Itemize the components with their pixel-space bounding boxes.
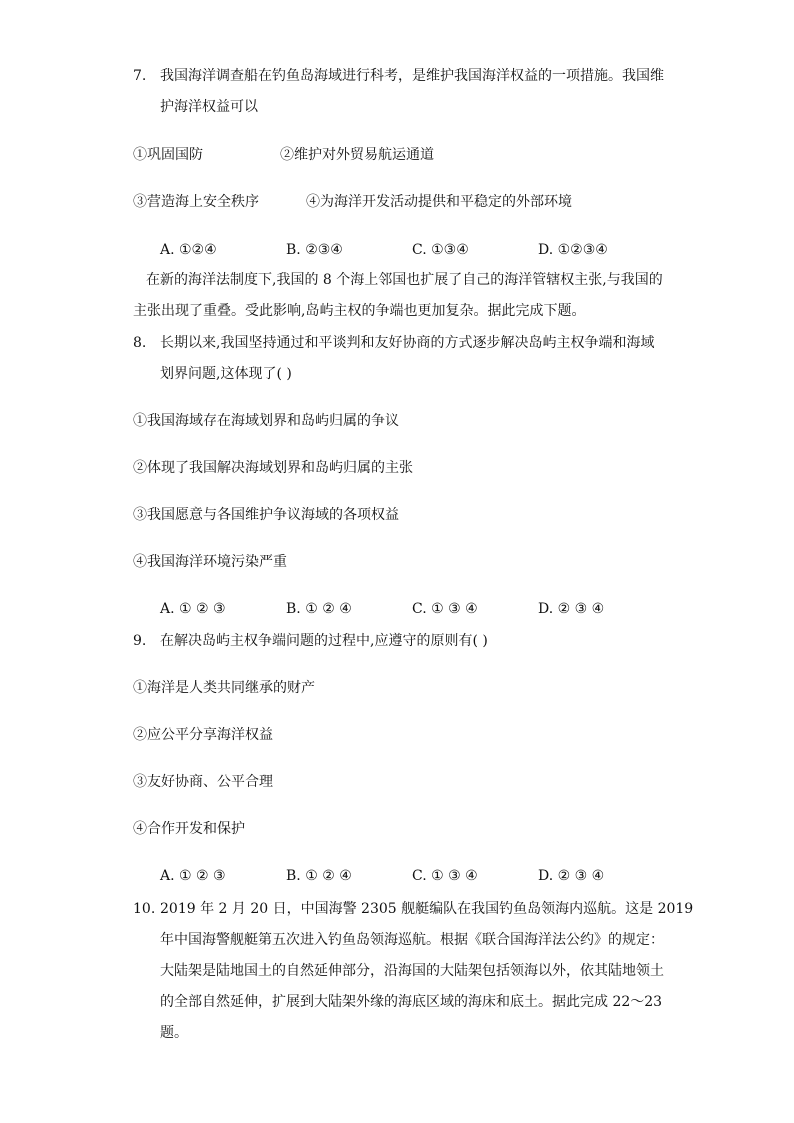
- q8-option-c: C. ① ③ ④: [412, 601, 478, 617]
- q8-option-d: D. ② ③ ④: [538, 601, 605, 617]
- q8-item-4: ④我国海洋环境污染严重: [133, 554, 287, 570]
- passage-line1: 在新的海洋法制度下,我国的 8 个海上邻国也扩展了自己的海洋管辖权主张,与我国的: [146, 272, 663, 288]
- q10-stem-line5: 题。: [160, 1025, 188, 1041]
- q8-item-1: ①我国海域存在海域划界和岛屿归属的争议: [133, 413, 399, 429]
- q7-stem-line2: 护海洋权益可以: [160, 99, 258, 115]
- q8-item-2: ②体现了我国解决海域划界和岛屿归属的主张: [133, 460, 413, 476]
- q7-number: 7.: [133, 68, 147, 84]
- q7-stem-line1: 我国海洋调查船在钓鱼岛海域进行科考，是维护我国海洋权益的一项措施。我国维: [160, 68, 664, 84]
- q8-stem-line2: 划界问题,这体现了( ): [160, 366, 292, 382]
- q9-item-4: ④合作开发和保护: [133, 821, 245, 837]
- q9-number: 9.: [133, 633, 147, 649]
- q9-item-1: ①海洋是人类共同继承的财产: [133, 680, 315, 696]
- q9-item-2: ②应公平分享海洋权益: [133, 727, 273, 743]
- q7-option-d: D. ①②③④: [538, 242, 608, 258]
- q7-item-2: ②维护对外贸易航运通道: [280, 147, 434, 163]
- q10-number: 10.: [133, 901, 156, 917]
- q8-option-b: B. ① ② ④: [286, 601, 352, 617]
- q7-option-a: A. ①②④: [160, 242, 217, 258]
- q10-stem-line2: 年中国海警舰艇第五次进入钓鱼岛领海巡航。根据《联合国海洋法公约》的规定：: [160, 932, 664, 948]
- q7-option-c: C. ①③④: [412, 242, 469, 258]
- q10-stem-line1: 2019 年 2 月 20 日，中国海警 2305 舰艇编队在我国钓鱼岛领海内巡航。这是 2019: [160, 901, 694, 917]
- q7-item-4: ④为海洋开发活动提供和平稳定的外部环境: [306, 194, 572, 210]
- q10-stem-line4: 的全部自然延伸，扩展到大陆架外缘的海底区域的海床和底土。据此完成 22～23: [160, 994, 663, 1010]
- q7-option-b: B. ②③④: [286, 242, 343, 258]
- q7-options: [160, 240, 680, 260]
- q9-options: [160, 866, 680, 886]
- q9-stem-line1: 在解决岛屿主权争端问题的过程中,应遵守的原则有( ): [160, 633, 488, 649]
- q10-stem-line3: 大陆架是陆地国土的自然延伸部分，沿海国的大陆架包括领海以外，依其陆地领土: [160, 963, 664, 979]
- q9-option-a: A. ① ② ③: [160, 868, 226, 884]
- q8-options: [160, 599, 680, 619]
- q8-option-a: A. ① ② ③: [160, 601, 226, 617]
- q9-option-c: C. ① ③ ④: [412, 868, 478, 884]
- q9-item-3: ③友好协商、公平合理: [133, 774, 273, 790]
- passage-line2: 主张出现了重叠。受此影响,岛屿主权的争端也更加复杂。据此完成下题。: [133, 303, 586, 319]
- q9-option-d: D. ② ③ ④: [538, 868, 605, 884]
- q7-item-3: ③营造海上安全秩序: [133, 194, 259, 210]
- q8-number: 8.: [133, 335, 147, 351]
- q9-option-b: B. ① ② ④: [286, 868, 352, 884]
- q7-item-1: ①巩固国防: [133, 147, 203, 163]
- q8-stem-line1: 长期以来,我国坚持通过和平谈判和友好协商的方式逐步解决岛屿主权争端和海域: [160, 335, 655, 351]
- q8-item-3: ③我国愿意与各国维护争议海域的各项权益: [133, 507, 399, 523]
